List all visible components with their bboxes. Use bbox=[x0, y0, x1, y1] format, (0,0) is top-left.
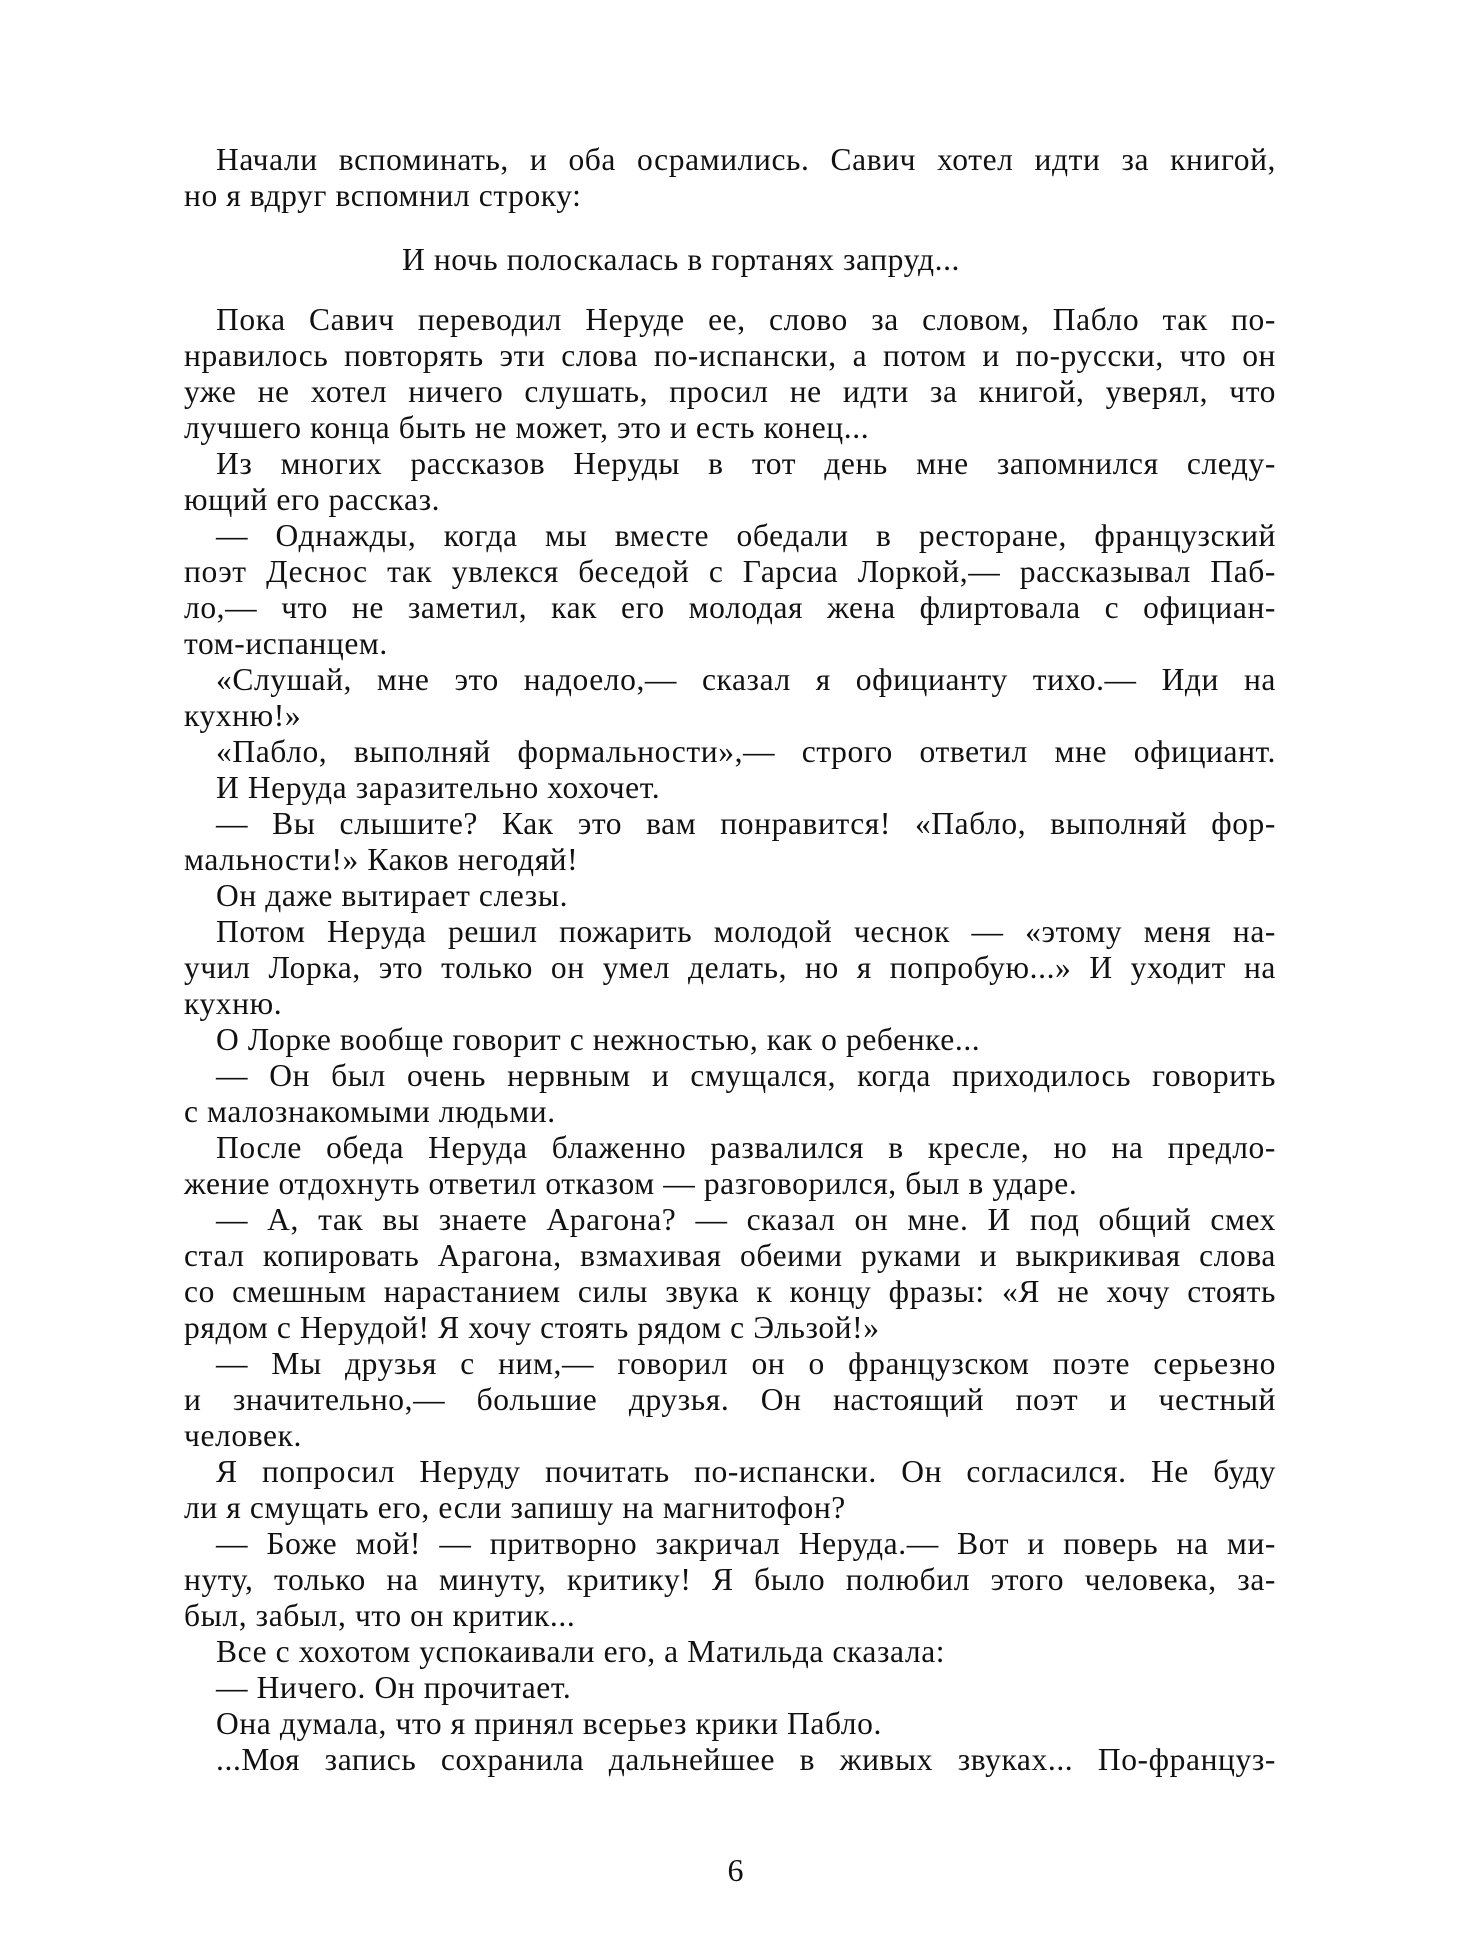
line: уже не хотел ничего слушать, просил не идти за книгой, уверял, что bbox=[184, 374, 1276, 409]
line: был, забыл, что он критик... bbox=[184, 1598, 576, 1633]
paragraph-20 bbox=[184, 1706, 1276, 1742]
line: О Лорке вообще говорит с нежностью, как о ребенке... bbox=[216, 1022, 981, 1057]
line: Из многих рассказов Неруды в тот день мне запомнился следу- bbox=[216, 446, 1276, 481]
paragraph-12 bbox=[184, 1058, 1276, 1130]
line: Все с хохотом успокаивали его, а Матильда сказала: bbox=[216, 1634, 946, 1669]
line: кухню!» bbox=[184, 698, 302, 733]
line: — Вы слышите? Как это вам понравится! «Пабло, выполняй фор- bbox=[216, 806, 1276, 841]
line: Потом Неруда решил пожарить молодой чеснок — «этому меня на- bbox=[216, 914, 1276, 949]
line: нравилось повторять эти слова по-испански, а потом и по-русски, что он bbox=[184, 338, 1276, 373]
line: том-испанцем. bbox=[184, 626, 388, 661]
line: Она думала, что я принял всерьез крики Пабло. bbox=[216, 1706, 882, 1741]
text-block bbox=[184, 142, 1276, 1778]
paragraph-17 bbox=[184, 1526, 1276, 1634]
paragraph-14 bbox=[184, 1202, 1276, 1346]
line: лучшего конца быть не может, это и есть конец... bbox=[184, 410, 870, 445]
line: «Слушай, мне это надоело,— сказал я официанту тихо.— Иди на bbox=[216, 662, 1276, 697]
line: мальности!» Каков негодяй! bbox=[184, 842, 579, 877]
paragraph-5 bbox=[184, 662, 1276, 734]
line: Начали вспоминать, и оба осрамились. Савич хотел идти за книгой, bbox=[216, 142, 1276, 177]
line: «Пабло, выполняй формальности»,— строго ответил мне официант. bbox=[216, 734, 1276, 769]
paragraph-18 bbox=[184, 1634, 1276, 1670]
line: учил Лорка, это только он умел делать, но я попробую...» И уходит на bbox=[184, 950, 1276, 985]
line: жение отдохнуть ответил отказом — разговорился, был в ударе. bbox=[184, 1166, 1078, 1201]
paragraph-3 bbox=[184, 446, 1276, 518]
line: Я попросил Неруду почитать по-испански. Он согласился. Не буду bbox=[216, 1454, 1276, 1489]
line: После обеда Неруда блаженно развалился в кресле, но на предло- bbox=[216, 1130, 1276, 1165]
line: — Боже мой! — притворно закричал Неруда.— Вот и поверь на ми- bbox=[216, 1526, 1276, 1561]
line: — А, так вы знаете Арагона? — сказал он мне. И под общий смех bbox=[216, 1202, 1276, 1237]
line: со смешным нарастанием силы звука к концу фразы: «Я не хочу стоять bbox=[184, 1274, 1276, 1309]
page-body bbox=[184, 142, 1276, 1778]
line: стал копировать Арагона, взмахивая обеими руками и выкрикивая слова bbox=[184, 1238, 1276, 1273]
line: ющий его рассказ. bbox=[184, 482, 441, 517]
line: с малознакомыми людьми. bbox=[184, 1094, 556, 1129]
line: Пока Савич переводил Неруде ее, слово за словом, Пабло так по- bbox=[216, 302, 1276, 337]
paragraph-21 bbox=[184, 1742, 1276, 1778]
line: и значительно,— большие друзья. Он настоящий поэт и честный bbox=[184, 1382, 1276, 1417]
line: но я вдруг вспомнил строку: bbox=[184, 178, 582, 213]
line: ...Моя запись сохранила дальнейшее в живых звуках... По-француз- bbox=[216, 1742, 1276, 1777]
paragraph-7 bbox=[184, 770, 1276, 806]
paragraph-9 bbox=[184, 878, 1276, 914]
paragraph-6 bbox=[184, 734, 1276, 770]
line: Он даже вытирает слезы. bbox=[216, 878, 569, 913]
paragraph-11 bbox=[184, 1022, 1276, 1058]
paragraph-13 bbox=[184, 1130, 1276, 1202]
line: ли я смущать его, если запишу на магнитофон? bbox=[184, 1490, 846, 1525]
line: нуту, только на минуту, критику! Я было полюбил этого человека, за- bbox=[184, 1562, 1276, 1597]
line: — Мы друзья с ним,— говорил он о французском поэте серьезно bbox=[216, 1346, 1276, 1381]
line: кухню. bbox=[184, 986, 283, 1021]
line: рядом с Нерудой! Я хочу стоять рядом с Эльзой!» bbox=[184, 1310, 880, 1345]
paragraph-16 bbox=[184, 1454, 1276, 1526]
line: — Однажды, когда мы вместе обедали в ресторане, французский bbox=[216, 518, 1276, 553]
paragraph-4 bbox=[184, 518, 1276, 662]
line: ло,— что не заметил, как его молодая жена флиртовала с официан- bbox=[184, 590, 1276, 625]
verse-line: И ночь полоскалась в гортанях запруд... bbox=[402, 242, 961, 277]
paragraph-19 bbox=[184, 1670, 1276, 1706]
line: — Он был очень нервным и смущался, когда приходилось говорить bbox=[216, 1058, 1276, 1093]
line: — Ничего. Он прочитает. bbox=[216, 1670, 572, 1705]
line: И Неруда заразительно хохочет. bbox=[216, 770, 661, 805]
paragraph-1 bbox=[184, 142, 1276, 214]
line: человек. bbox=[184, 1418, 302, 1453]
paragraph-10 bbox=[184, 914, 1276, 1022]
paragraph-2 bbox=[184, 302, 1276, 446]
page-number: 6 bbox=[727, 1852, 744, 1888]
line: поэт Деснос так увлекся беседой с Гарсиа Лоркой,— рассказывал Паб- bbox=[184, 554, 1276, 589]
paragraph-15 bbox=[184, 1346, 1276, 1454]
paragraph-8 bbox=[184, 806, 1276, 878]
